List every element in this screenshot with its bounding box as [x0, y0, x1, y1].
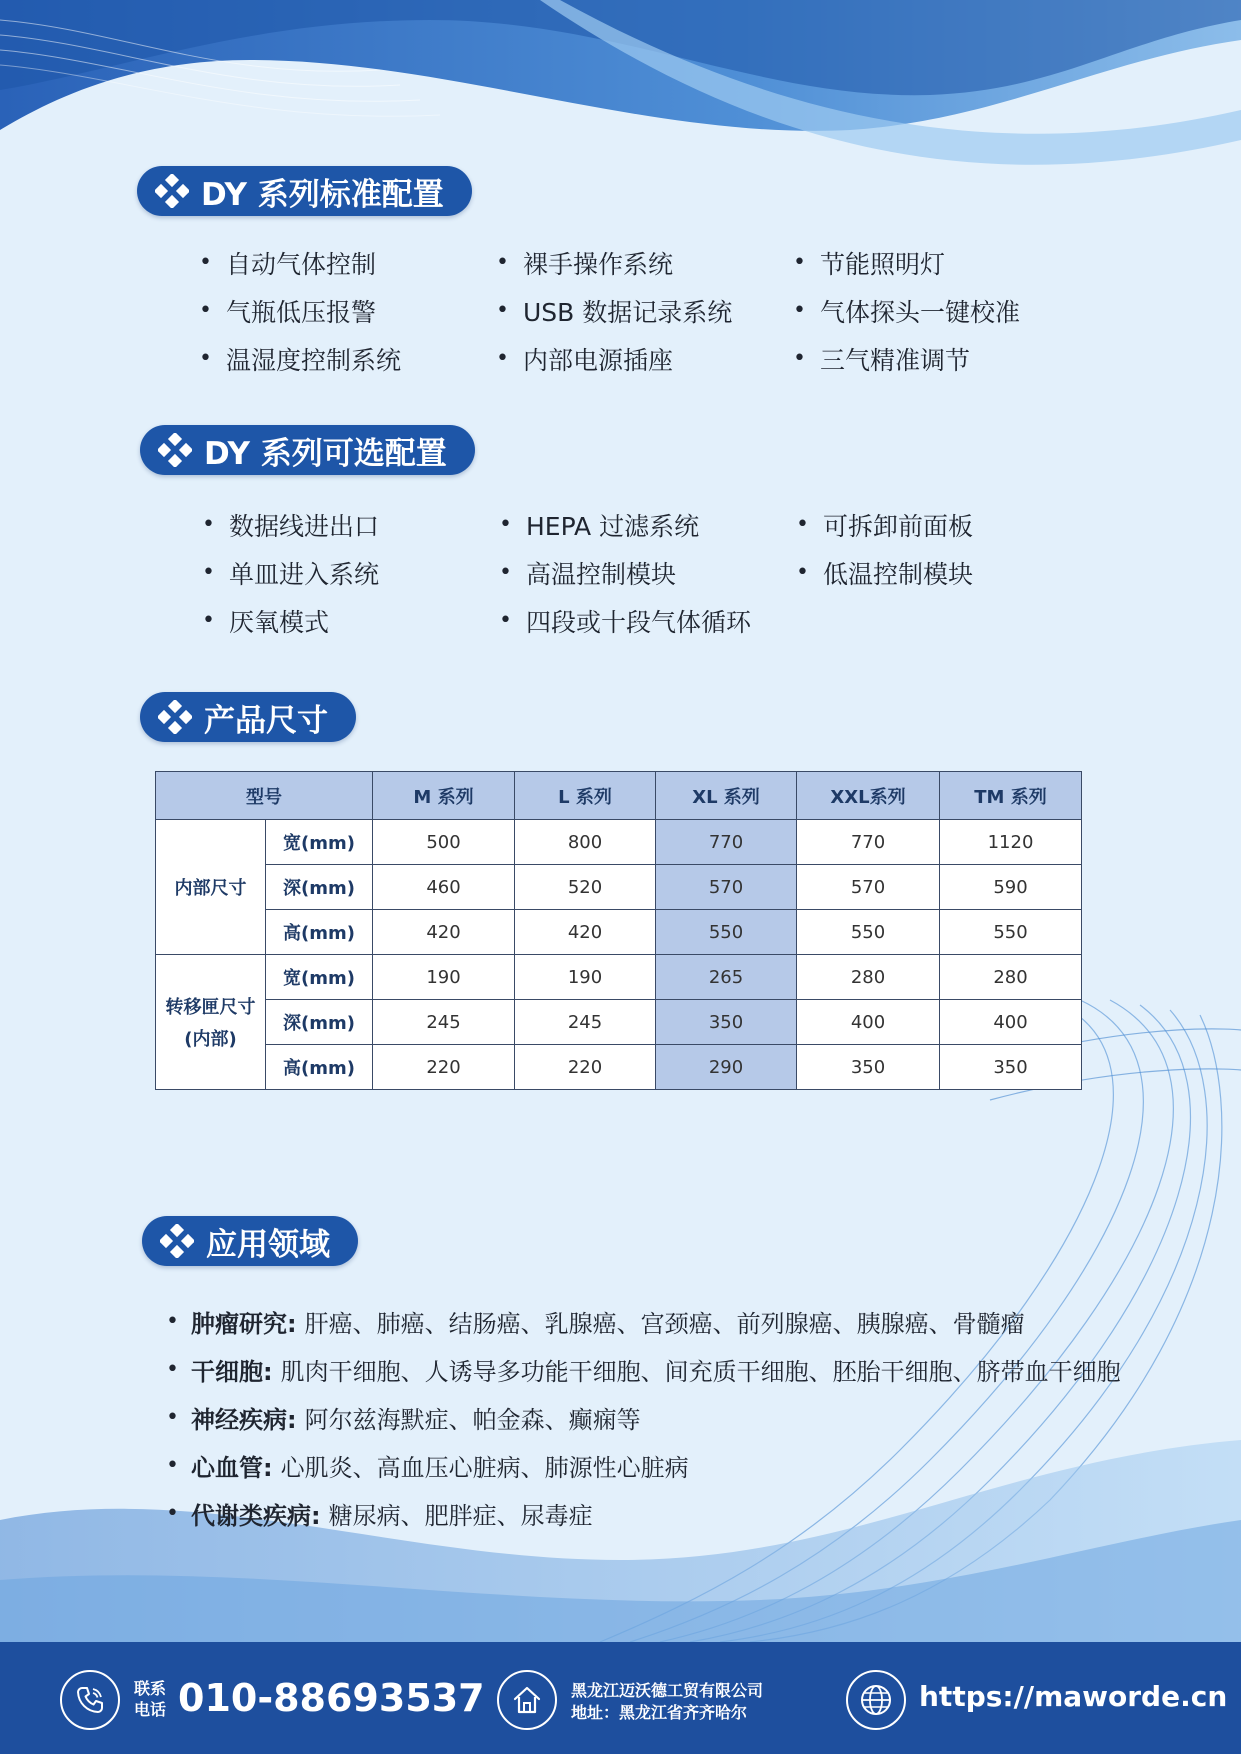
table-cell: 350 [656, 1000, 797, 1045]
application-text: 阿尔兹海默症、帕金森、癫痫等 [304, 1405, 641, 1434]
application-label: • 心血管: [190, 1453, 273, 1482]
table-row [156, 820, 1082, 865]
table-header-row [156, 772, 1082, 820]
application-text: 糖尿病、肥胖症、尿毒症 [328, 1501, 593, 1530]
list-item: • 厌氧模式 [202, 605, 499, 636]
phone-label [134, 1678, 166, 1720]
section-header-optional [140, 425, 475, 475]
table-cell: 460 [373, 865, 515, 910]
application-text: 肝癌、肺癌、结肠癌、乳腺癌、宫颈癌、前列腺癌、胰腺癌、骨髓瘤 [304, 1309, 1025, 1338]
table-cell: 265 [656, 955, 797, 1000]
application-label: • 干细胞: [190, 1357, 273, 1386]
table-cell: 400 [940, 1000, 1082, 1045]
section-header-dimensions [140, 692, 356, 742]
optional-config-list [202, 509, 1093, 636]
section-header-applications [142, 1216, 358, 1266]
list-item: • HEPA 过滤系统 [499, 509, 796, 540]
table-cell: 570 [656, 865, 797, 910]
phone-label-line1: 联系 [134, 1679, 167, 1698]
list-item: • 裸手操作系统 [496, 247, 793, 278]
table-cell: 770 [797, 820, 940, 865]
table-cell: 280 [940, 955, 1082, 1000]
table-cell: 550 [656, 910, 797, 955]
list-item [166, 1393, 1121, 1441]
standard-config-list [199, 247, 1090, 374]
table-cell: 420 [373, 910, 515, 955]
table-cell: 190 [373, 955, 515, 1000]
table-cell: 550 [940, 910, 1082, 955]
table-cell: 245 [515, 1000, 656, 1045]
home-icon [497, 1670, 557, 1730]
globe-icon [846, 1670, 906, 1730]
row-label: 深(mm) [266, 865, 373, 910]
list-item: • 单皿进入系统 [202, 557, 499, 588]
table-cell: 350 [940, 1045, 1082, 1090]
table-row [156, 1045, 1082, 1090]
table-cell: 350 [797, 1045, 940, 1090]
application-label: • 代谢类疾病: [190, 1501, 321, 1530]
list-item: • 三气精准调节 [793, 343, 1090, 374]
row-label: 宽(mm) [266, 955, 373, 1000]
table-cell: 500 [373, 820, 515, 865]
section-title: 应用领域 [206, 1226, 330, 1263]
list-item [166, 1441, 1121, 1489]
list-item: • 自动气体控制 [199, 247, 496, 278]
diamond-cluster-icon [155, 174, 189, 208]
list-item: • 内部电源插座 [496, 343, 793, 374]
company-address: 地址：黑龙江省齐齐哈尔 [571, 1703, 748, 1722]
row-group-label: 内部尺寸 [156, 820, 266, 955]
list-item: • 四段或十段气体循环 [499, 605, 796, 636]
table-row [156, 865, 1082, 910]
section-title: DY 系列可选配置 [204, 435, 447, 472]
table-cell: 590 [940, 865, 1082, 910]
table-cell: 1120 [940, 820, 1082, 865]
section-header-standard [137, 166, 472, 216]
website-link[interactable]: https://mawordе.cn [919, 1680, 1228, 1713]
application-label: • 肿瘤研究: [190, 1309, 297, 1338]
table-row [156, 955, 1082, 1000]
list-item [166, 1345, 1121, 1393]
phone-icon [60, 1670, 120, 1730]
table-cell: 420 [515, 910, 656, 955]
phone-label-line2: 电话 [134, 1700, 167, 1719]
list-item: • USB 数据记录系统 [496, 295, 793, 326]
company-info [571, 1680, 763, 1724]
company-name: 黑龙江迈沃德工贸有限公司 [571, 1681, 764, 1700]
column-header: L 系列 [515, 772, 656, 820]
diamond-cluster-icon [158, 433, 192, 467]
row-label: 高(mm) [266, 910, 373, 955]
table-cell: 770 [656, 820, 797, 865]
row-group-name: 转移匣尺寸 [165, 997, 256, 1018]
column-header: TM 系列 [940, 772, 1082, 820]
list-item: • 数据线进出口 [202, 509, 499, 540]
table-cell: 190 [515, 955, 656, 1000]
row-label: 宽(mm) [266, 820, 373, 865]
section-title: 产品尺寸 [204, 702, 328, 739]
table-cell: 570 [797, 865, 940, 910]
list-item: • 气瓶低压报警 [199, 295, 496, 326]
list-item: • 节能照明灯 [793, 247, 1090, 278]
table-row [156, 1000, 1082, 1045]
application-text: 心肌炎、高血压心脏病、肺源性心脏病 [280, 1453, 689, 1482]
application-label: • 神经疾病: [190, 1405, 297, 1434]
table-cell: 400 [797, 1000, 940, 1045]
application-text: 肌肉干细胞、人诱导多功能干细胞、间充质干细胞、胚胎干细胞、脐带血干细胞 [280, 1357, 1121, 1386]
table-cell: 220 [373, 1045, 515, 1090]
table-cell: 220 [515, 1045, 656, 1090]
list-item: • 低温控制模块 [796, 557, 1093, 588]
row-label: 高(mm) [266, 1045, 373, 1090]
diamond-cluster-icon [158, 700, 192, 734]
table-cell: 290 [656, 1045, 797, 1090]
table-row [156, 910, 1082, 955]
diamond-cluster-icon [160, 1224, 194, 1258]
column-header: XXL系列 [797, 772, 940, 820]
table-cell: 280 [797, 955, 940, 1000]
table-cell: 800 [515, 820, 656, 865]
column-header: 型号 [156, 772, 373, 820]
list-item [166, 1489, 1121, 1537]
row-group-label [156, 955, 266, 1090]
list-item: • 温湿度控制系统 [199, 343, 496, 374]
section-title: DY 系列标准配置 [201, 176, 444, 213]
table-cell: 245 [373, 1000, 515, 1045]
row-label: 深(mm) [266, 1000, 373, 1045]
row-group-subname: (内部) [184, 1029, 237, 1050]
list-item: • 高温控制模块 [499, 557, 796, 588]
applications-list [166, 1297, 1121, 1537]
table-cell: 550 [797, 910, 940, 955]
list-item [166, 1297, 1121, 1345]
table-cell: 520 [515, 865, 656, 910]
column-header: M 系列 [373, 772, 515, 820]
phone-number[interactable]: 010-88693537 [178, 1676, 485, 1720]
list-item: • 可拆卸前面板 [796, 509, 1093, 540]
column-header: XL 系列 [656, 772, 797, 820]
list-item: • 气体探头一键校准 [793, 295, 1090, 326]
dimensions-table [155, 771, 1082, 1090]
